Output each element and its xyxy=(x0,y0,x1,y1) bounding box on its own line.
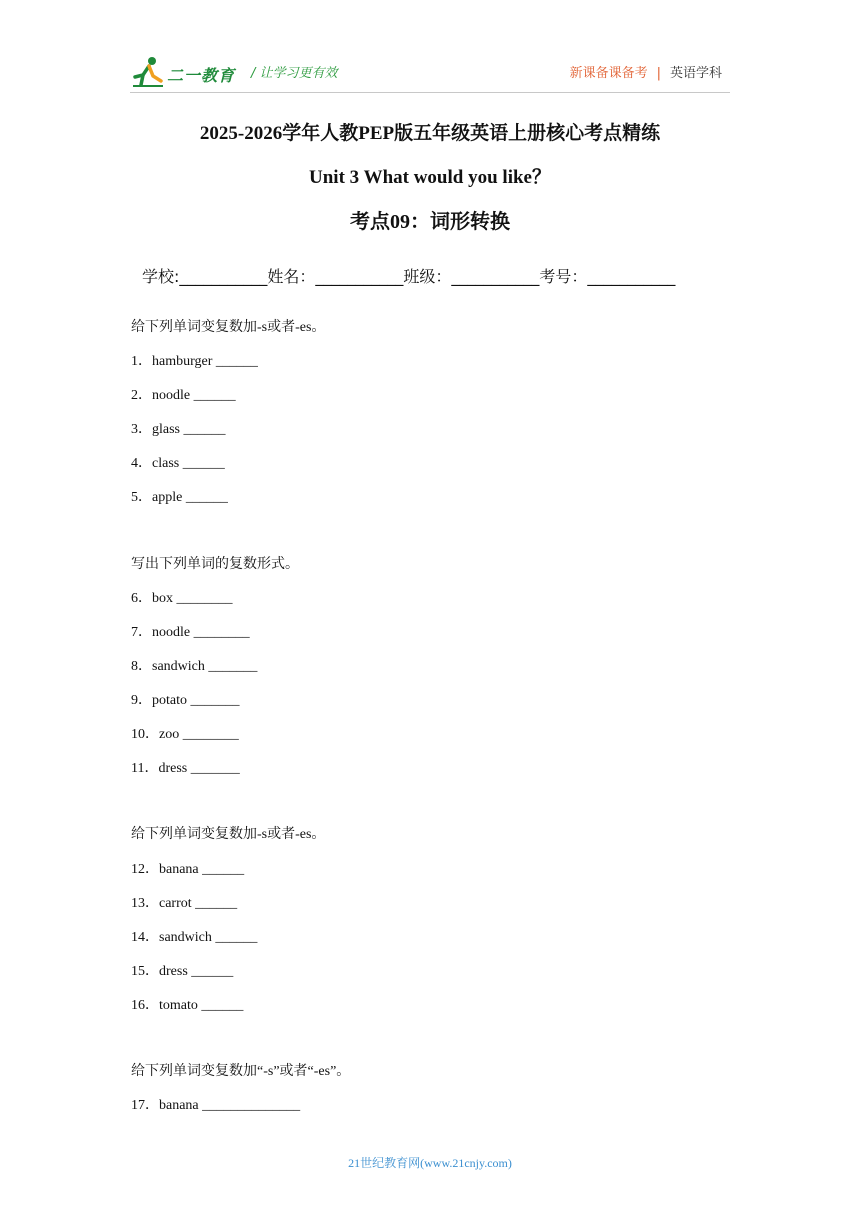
question-item: 5．apple ______ xyxy=(131,490,228,505)
question-item: 14．sandwich ______ xyxy=(131,930,258,945)
question-item: 7．noodle ________ xyxy=(131,625,250,640)
section-instruction: 给下列单词变复数加-s或者-es。 xyxy=(131,320,326,335)
page-footer: 21世纪教育网(www.21cnjy.com) xyxy=(348,1156,512,1170)
student-info-line: 学校:___________姓名：___________班级：___________考号：___________ xyxy=(142,267,676,286)
question-item: 16．tomato ______ xyxy=(131,998,244,1013)
section-instruction: 给下列单词变复数加“-s”或者“-es”。 xyxy=(131,1064,351,1079)
logo xyxy=(131,55,241,89)
question-item: 15．dress ______ xyxy=(131,964,234,979)
section-instruction: 给下列单词变复数加-s或者-es。 xyxy=(131,827,326,842)
unit-title: Unit 3 What would you like？ xyxy=(309,167,551,188)
document-title: 2025-2026学年人教PEP版五年级英语上册核心考点精练 xyxy=(199,123,661,144)
course-label: 新课备课备考 xyxy=(569,66,648,81)
question-item: 3．glass ______ xyxy=(131,422,226,437)
header-subject xyxy=(570,62,722,81)
header-divider xyxy=(130,92,730,93)
runner-logo-icon xyxy=(131,55,165,89)
question-item: 8．sandwich _______ xyxy=(131,659,258,674)
logo-text: 二一教育 xyxy=(167,66,236,85)
question-item: 17．banana ______________ xyxy=(131,1098,301,1113)
page-header xyxy=(0,0,860,100)
question-item: 13．carrot ______ xyxy=(131,896,238,911)
question-item: 6．box ________ xyxy=(131,591,233,606)
slogan: / 让学习更有效 xyxy=(251,66,338,81)
question-item: 10．zoo ________ xyxy=(131,727,239,742)
question-item: 9．potato _______ xyxy=(131,693,240,708)
question-item: 4．class ______ xyxy=(131,456,225,471)
header-separator: | xyxy=(656,66,661,81)
subject-label: 英语学科 xyxy=(669,66,722,81)
section-instruction: 写出下列单词的复数形式。 xyxy=(131,557,299,572)
question-item: 1．hamburger ______ xyxy=(131,354,258,369)
question-item: 2．noodle ______ xyxy=(131,388,236,403)
question-item: 12．banana ______ xyxy=(131,862,245,877)
question-item: 11．dress _______ xyxy=(131,761,240,776)
topic-title: 考点09：词形转换 xyxy=(350,211,510,233)
